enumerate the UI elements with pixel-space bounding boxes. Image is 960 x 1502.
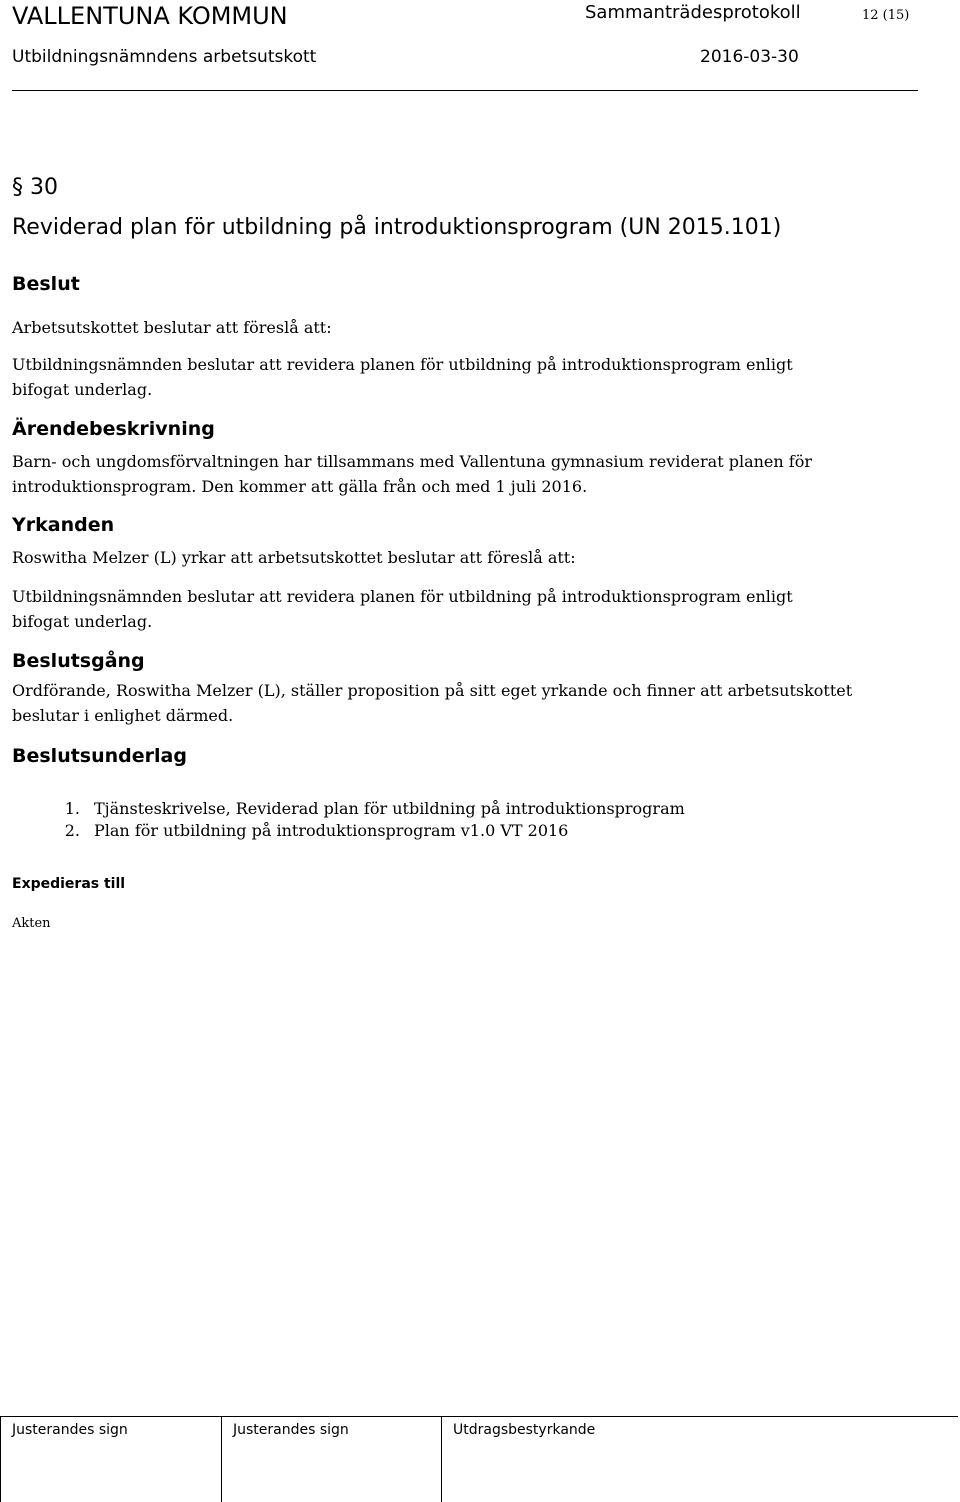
beslutsunderlag-list	[12, 798, 685, 842]
signature-label-3: Utdragsbestyrkande	[453, 1422, 596, 1438]
yrkanden-heading: Yrkanden	[12, 514, 115, 536]
document-type: Sammanträdesprotokoll	[585, 2, 801, 23]
expedieras-heading: Expedieras till	[12, 876, 126, 892]
beslut-text-line2: bifogat underlag.	[12, 380, 153, 399]
signature-label-2: Justerandes sign	[233, 1422, 349, 1438]
beslutsgang-text-line2: beslutar i enlighet därmed.	[12, 706, 234, 725]
signature-top-border	[0, 1416, 958, 1417]
signature-cell-2	[221, 1416, 222, 1502]
list-item	[12, 820, 685, 842]
list-item-number: 2.	[64, 821, 80, 840]
list-item-number: 1.	[64, 799, 80, 818]
beslutsgang-heading: Beslutsgång	[12, 650, 145, 672]
page-number: 12 (15)	[862, 8, 910, 23]
arende-text-line2: introduktionsprogram. Den kommer att gälla från och med 1 juli 2016.	[12, 477, 588, 496]
yrkanden-intro: Roswitha Melzer (L) yrkar att arbetsutskottet beslutar att föreslå att:	[12, 548, 576, 567]
beslut-text-line1: Utbildningsnämnden beslutar att revidera planen för utbildning på introduktionsprogram enligt	[12, 355, 793, 374]
beslutsgang-text-line1: Ordförande, Roswitha Melzer (L), ställer proposition på sitt eget yrkande och finner att arbetsutskottet	[12, 681, 853, 700]
beslut-heading: Beslut	[12, 273, 80, 295]
list-item-text: Plan för utbildning på introduktionsprogram v1.0 VT 2016	[94, 821, 569, 840]
signature-cell-3	[441, 1416, 442, 1502]
list-item	[12, 798, 685, 820]
expedieras-recipient: Akten	[12, 916, 51, 931]
arendebeskrivning-heading: Ärendebeskrivning	[12, 418, 215, 440]
committee-name: Utbildningsnämndens arbetsutskott	[12, 47, 317, 67]
paragraph-title: Reviderad plan för utbildning på introduktionsprogram (UN 2015.101)	[12, 215, 782, 240]
yrkanden-text-line2: bifogat underlag.	[12, 612, 153, 631]
meeting-date: 2016-03-30	[700, 47, 799, 67]
signature-table	[0, 1416, 958, 1502]
signature-cell-1	[0, 1416, 1, 1502]
beslutsunderlag-heading: Beslutsunderlag	[12, 745, 187, 767]
organization-name: VALLENTUNA KOMMUN	[12, 2, 288, 30]
paragraph-number: § 30	[12, 175, 58, 200]
signature-label-1: Justerandes sign	[12, 1422, 128, 1438]
arende-text-line1: Barn- och ungdomsförvaltningen har tillsammans med Vallentuna gymnasium reviderat planen för	[12, 452, 812, 471]
yrkanden-text-line1: Utbildningsnämnden beslutar att revidera planen för utbildning på introduktionsprogram enligt	[12, 587, 793, 606]
list-item-text: Tjänsteskrivelse, Reviderad plan för utbildning på introduktionsprogram	[94, 799, 685, 818]
beslut-intro: Arbetsutskottet beslutar att föreslå att:	[12, 318, 332, 337]
header-divider	[12, 90, 918, 91]
